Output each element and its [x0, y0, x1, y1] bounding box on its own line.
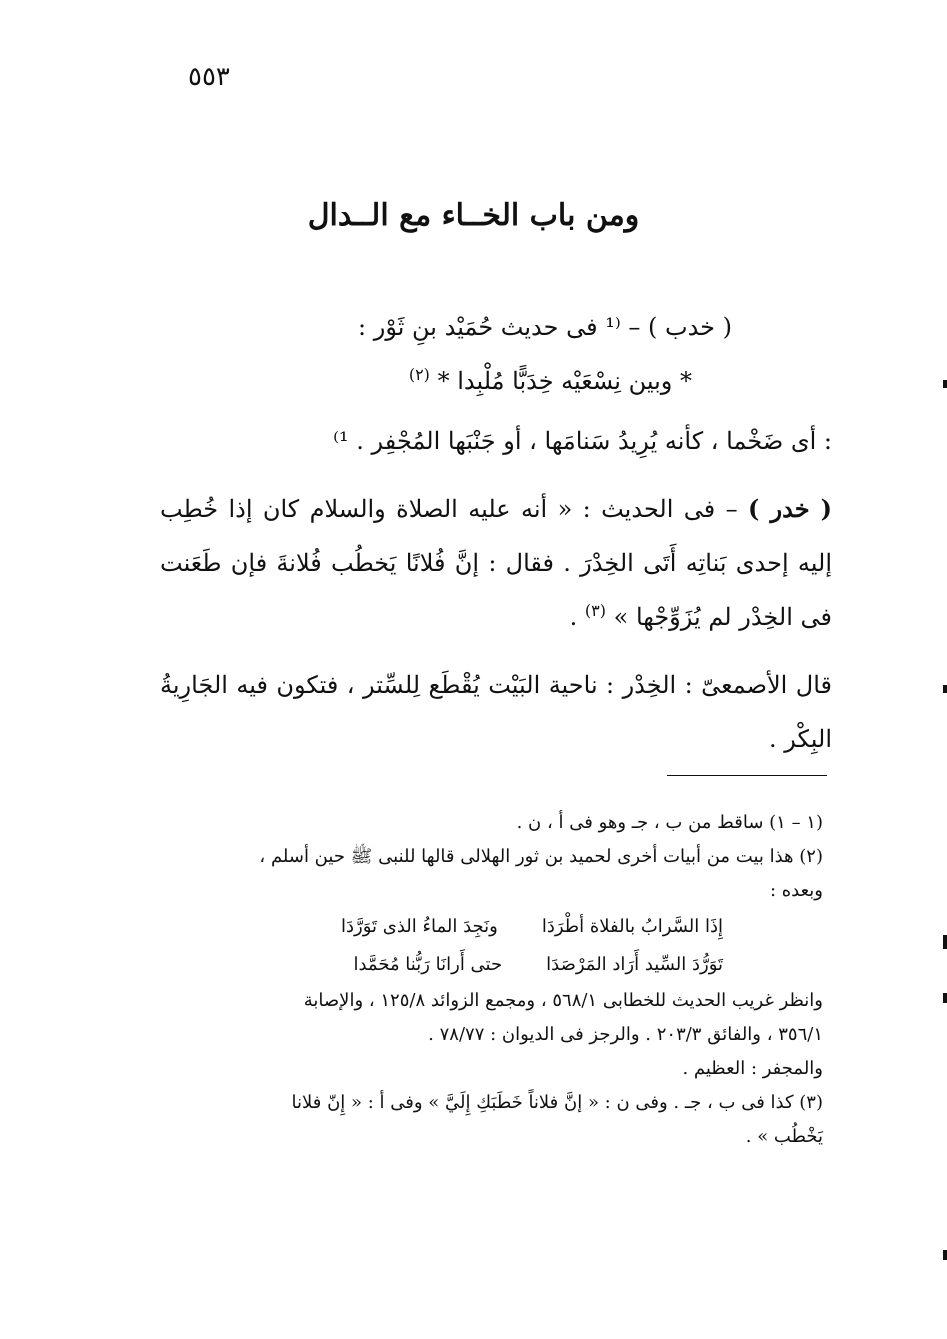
- poem-hemistich: حتى أَرانَا رَبُّنا مُحَمَّدا: [353, 954, 503, 975]
- poem-hemistich: ونَجِدَ الماءُ الذى تَوَرَّدَا: [341, 916, 498, 937]
- margin-mark: [943, 1250, 947, 1260]
- margin-mark: [943, 993, 947, 1003]
- footnote-1: (١ – ١) ساقط من ب ، جـ وهو فى أ ، ن .: [516, 812, 823, 833]
- footnote-2-refs-2: ٣٥٦/١ ، والفائق ٢٠٣/٣ . والرجز فى الديوان : ٧٨/٧٧ .: [428, 1024, 823, 1045]
- entry-khadab-head: ( خدب ) – ⁽¹ فى حديث حُمَيْد بنِ ثَوْر :: [358, 313, 732, 341]
- main-text: [160, 300, 832, 766]
- section-title: ومن باب الخــاء مع الــدال: [307, 198, 640, 233]
- entry-khadar: [160, 482, 832, 644]
- entry-khadar-headword: ( خدر ): [748, 494, 832, 523]
- page-number: ٥٥٣: [188, 62, 230, 92]
- footnote-2-refs-1: وانظر غريب الحديث للخطابى ٥٦٨/١ ، ومجمع الزوائد ١٢٥/٨ ، والإصابة: [303, 990, 823, 1011]
- footnote-3-line-1: (٣) كذا فى ب ، جـ . وفى ن : « إنَّ فلاناً خَطَبَكِ إِلَيَّ » وفى أ : « إِنّ فلانا: [291, 1092, 823, 1113]
- margin-mark: [943, 935, 947, 949]
- footnote-ref-2: (٢): [408, 365, 430, 384]
- poem-line-2: [159, 946, 823, 984]
- entry-khadar-text: – فى الحديث : « أنه عليه الصلاة والسلام كان إذا خُطِب إليه إحدى بَناتِه أَتَى الخِدْرَ . فقال : إنَّ فُلانًا يَخطُب فُلانةَ فإن طَعَنت فى الخِدْر لم يُزَوِّجْها »: [160, 495, 833, 631]
- entry-khadar-end: .: [569, 603, 585, 631]
- margin-mark: [943, 380, 947, 388]
- poem-hemistich: إِذَا السَّرابُ بالفلاة أطْرَدَا: [541, 916, 723, 937]
- entry-khadab-gloss: : أى ضَخْما ، كأنه يُرِيدُ سَنامَها ، أو جَنْبَها المُجْفِر . ¹⁾: [333, 427, 832, 455]
- footnotes: [159, 806, 823, 1154]
- entry-asmai: قال الأصمعىّ : الخِدْر : ناحية البَيْت يُقْطَع لِلسِّتر ، فتكون فيه الجَارِيةُ البِكْر .: [160, 671, 832, 753]
- poem-line-1: [159, 908, 823, 946]
- footnote-rule: [667, 775, 827, 776]
- poem-hemistich: تَوَرُّدَ السِّيد أَرَاد المَرْصَدَا: [546, 954, 723, 975]
- entry-khadab-verse: [160, 354, 832, 408]
- footnote-ref-3: (٣): [584, 601, 607, 620]
- verse-text: * وبين نِسْعَيْه خِدَبًّا مُلْبِدا *: [437, 367, 692, 395]
- footnote-2-line-1: (٢) هذا بيت من أبيات أخرى لحميد بن ثور الهلالى قالها للنبى ﷺ حين أسلم ،: [259, 846, 823, 867]
- footnote-3-line-2: يَخْطُب » .: [745, 1126, 823, 1147]
- footnote-2-line-2: وبعده :: [769, 880, 823, 901]
- margin-mark: [943, 685, 947, 693]
- footnote-2-gloss: والمجفر : العظيم .: [682, 1058, 823, 1079]
